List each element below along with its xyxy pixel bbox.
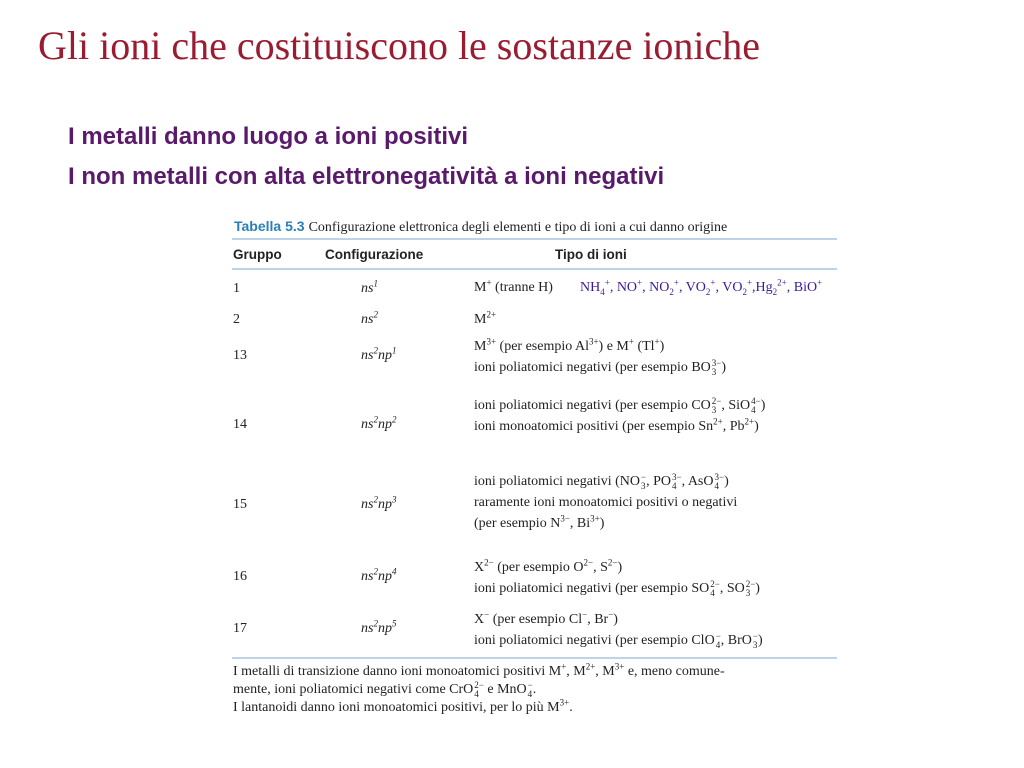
group-cell: 15 xyxy=(233,497,247,512)
ion-types-group-16: $X^{2-}$ (per esempio $O^{2-}$, $S^{2-}$) ioni poliatomici negativi (per esempio SO 2− 4 , SO 2− 3 ) xyxy=(474,557,760,598)
group-cell: 16 xyxy=(233,569,247,584)
config-cell: $ns^1$ xyxy=(361,278,378,296)
ion-types-group-14: ioni poliatomici negativi (per esempio CO 2− 3 , SiO 4− 4 ) ioni monoatomici positivi (per esempio $Sn^{2+}$, $Pb^{2+}$) xyxy=(474,395,766,434)
slide-title: Gli ioni che costituiscono le sostanze ioniche xyxy=(38,23,761,68)
group-cell: 2 xyxy=(233,312,240,327)
group-cell: 13 xyxy=(233,348,247,363)
config-cell: $ns^2np^3$ xyxy=(361,494,397,512)
header-tipo-ioni: Tipo di ioni xyxy=(555,247,627,262)
table-caption-text: Configurazione elettronica degli elementi e tipo di ioni a cui danno origine xyxy=(308,220,728,235)
table-number: Tabella 5.3 xyxy=(234,218,305,234)
config-cell: $ns^2np^4$ xyxy=(361,566,397,584)
ion-types-group-17: X− (per esempio Cl−, Br−) ioni poliatomici negativi (per esempio ClO − 4 , BrO − 3 ) xyxy=(474,609,763,650)
config-cell: $ns^2np^1$ xyxy=(361,345,397,363)
ion-types-group-13: $M^{3+}$ (per esempio $Al^{3+}$) e M+ (Tl+) ioni poliatomici negativi (per esempio BO 3− 3 ) xyxy=(474,336,727,377)
table-top-rule xyxy=(232,238,837,240)
ion-types-group-1: M+ (tranne H) xyxy=(474,277,553,295)
bullet-metals: I metalli danno luogo a ioni positivi xyxy=(68,123,469,150)
table-footnote: I metalli di transizione danno ioni monoatomici positivi M+, $M^{2+}$, $M^{3+}$ e, meno comune- mente, ioni poliatomici negativi come CrO 2− 4 e MnO − 4 . I lantanoidi danno ioni monoatomici positivi, per lo più $M^{3+}$. xyxy=(233,661,725,716)
header-gruppo: Gruppo xyxy=(233,247,282,262)
group-cell: 14 xyxy=(233,417,247,432)
table-caption xyxy=(234,218,727,236)
config-cell: $ns^2$ xyxy=(361,309,378,327)
table-header-rule xyxy=(232,268,837,270)
bullet-nonmetals: I non metalli con alta elettronegatività a ioni negativi xyxy=(68,163,665,190)
config-cell: $ns^2np^5$ xyxy=(361,618,397,636)
group-cell: 1 xyxy=(233,281,240,296)
table-bottom-rule xyxy=(232,657,837,659)
header-configurazione: Configurazione xyxy=(325,247,424,262)
ion-types-group-15: ioni poliatomici negativi (NO − 3 , PO 3− 4 , AsO 3− 4 ) raramente ioni monoatomici positivi o negativi (per esempio $N^{3-}$, $Bi^{3+}$) xyxy=(474,471,738,531)
config-cell: $ns^2np^2$ xyxy=(361,414,397,432)
ion-types-group-2: $M^{2+}$ xyxy=(474,309,497,327)
polyatomic-cations-annotation: $NH_4^+$, NO+, $NO_2^+$, $VO_2^+$, $VO_2^+,Hg_2^{2+}$, BiO+ xyxy=(580,277,823,297)
group-cell: 17 xyxy=(233,621,247,636)
